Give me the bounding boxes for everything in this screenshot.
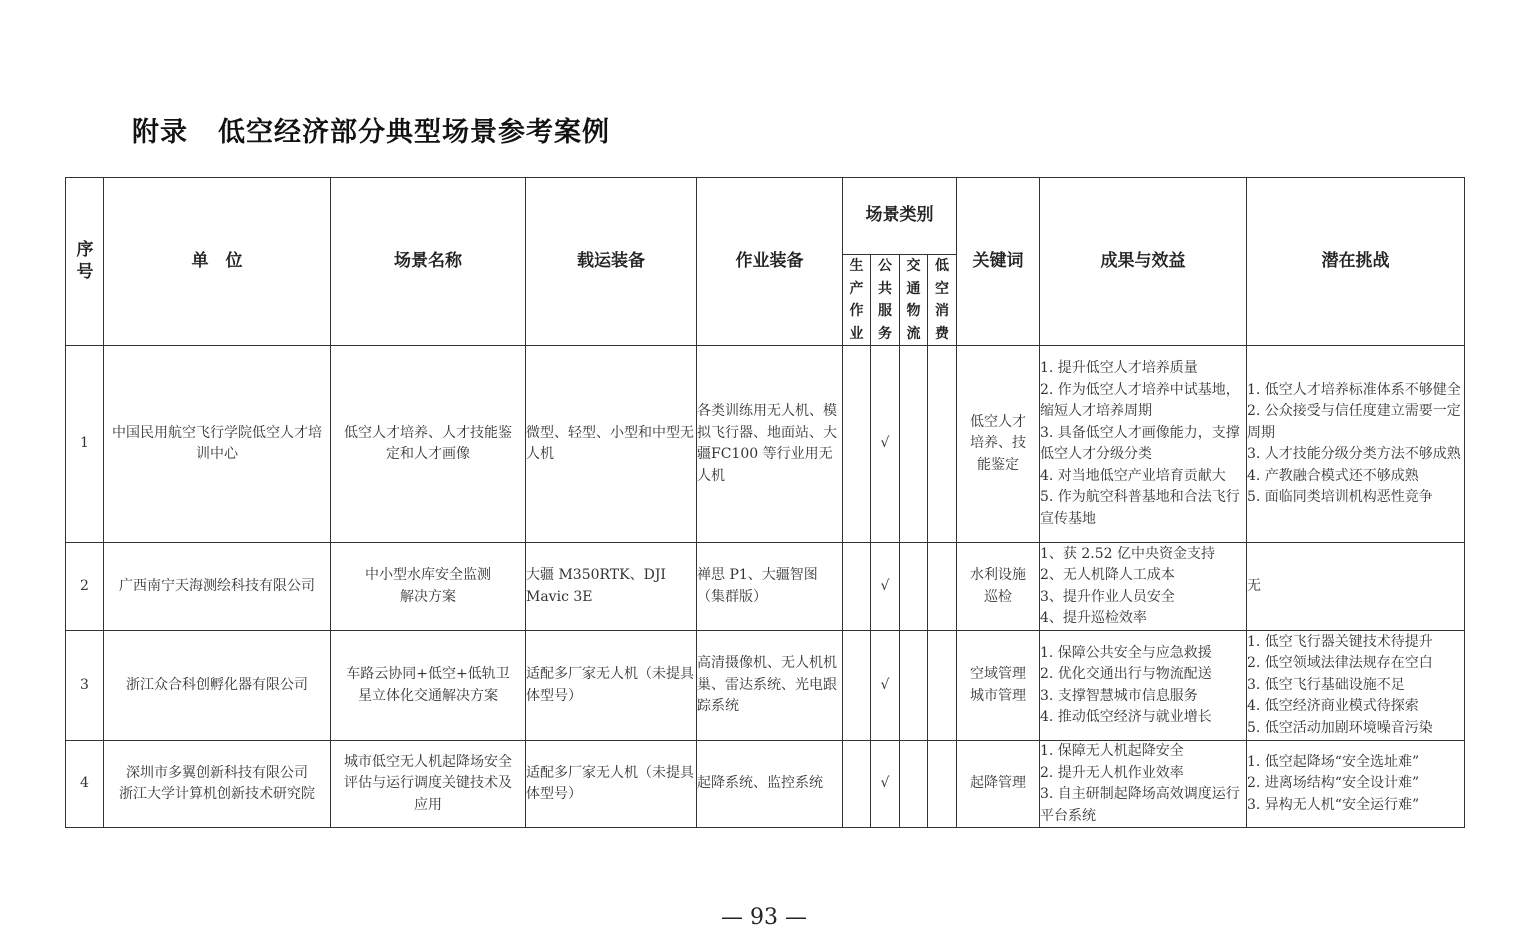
challenge-item: 4. 低空经济商业模式待探索 [1247, 698, 1419, 715]
cell-challenges [1247, 741, 1465, 828]
unit-line: 浙江大学计算机创新技术研究院 [119, 786, 315, 802]
table-row [66, 631, 1465, 741]
result-item: 1. 提升低空人才培养质量 [1040, 360, 1198, 376]
cell-challenges [1247, 346, 1465, 543]
challenge-item: 2. 低空领域法律法规存在空白 [1247, 655, 1433, 672]
cell-cat-consumption [928, 741, 957, 828]
cell-cat-production [843, 346, 871, 543]
cell-scene: 低空人才培养、人才技能鉴定和人才画像 [331, 346, 526, 543]
result-item: 1. 保障无人机起降安全 [1040, 743, 1184, 759]
unit-line: 深圳市多翼创新科技有限公司 [126, 764, 308, 781]
challenge-item: 5. 面临同类培训机构恶性竞争 [1247, 489, 1433, 505]
cell-carrier: 适配多厂家无人机（未提具体型号） [526, 741, 697, 828]
cell-seq: 1 [66, 346, 104, 543]
cell-scene: 中小型水库安全监测解决方案 [331, 543, 526, 631]
page-number: — 93 — [721, 905, 807, 930]
challenge-item: 5. 低空活动加剧环境噪音污染 [1247, 719, 1433, 736]
check-mark-icon: √ [871, 741, 900, 828]
result-item: 2. 作为低空人才培养中试基地，缩短人才培养周期 [1040, 381, 1240, 419]
title-prefix: 附录 [132, 117, 188, 148]
title-text: 低空经济部分典型场景参考案例 [218, 117, 610, 148]
check-mark-icon: √ [871, 631, 900, 741]
cell-scene: 车路云协同+低空+低轨卫星立体化交通解决方案 [331, 631, 526, 741]
cell-cat-logistics [900, 631, 928, 741]
header-carrier: 载运装备 [526, 178, 697, 346]
case-table [65, 177, 1465, 828]
cell-results [1040, 741, 1247, 828]
cell-cat-logistics [900, 543, 928, 631]
check-mark-icon: √ [871, 346, 900, 543]
result-item: 3. 自主研制起降场高效调度运行平台系统 [1040, 786, 1240, 824]
challenge-item: 无 [1247, 577, 1261, 594]
header-category: 场景类别 [843, 178, 957, 255]
result-item: 3、提升作业人员安全 [1040, 588, 1175, 605]
cell-carrier: 适配多厂家无人机（未提具体型号） [526, 631, 697, 741]
cell-cat-logistics [900, 346, 928, 543]
challenge-item: 3. 异构无人机“安全运行难” [1247, 796, 1420, 813]
cell-keywords: 低空人才培养、技能鉴定 [957, 346, 1040, 543]
table-row [66, 543, 1465, 631]
result-item: 2、无人机降人工成本 [1040, 567, 1175, 583]
result-item: 1. 保障公共安全与应急救援 [1040, 644, 1212, 661]
result-item: 2. 提升无人机作业效率 [1040, 764, 1184, 781]
header-cat-consumption: 低空消费 [928, 255, 957, 346]
cell-equipment: 禅思 P1、大疆智图（集群版） [697, 543, 843, 631]
header-keywords: 关键词 [957, 178, 1040, 346]
cell-seq: 2 [66, 543, 104, 631]
cell-unit: 中国民用航空飞行学院低空人才培训中心 [104, 346, 331, 543]
cell-seq: 3 [66, 631, 104, 741]
table-row [66, 346, 1465, 543]
cell-unit [104, 741, 331, 828]
cell-scene: 城市低空无人机起降场安全评估与运行调度关键技术及应用 [331, 741, 526, 828]
table-row [66, 741, 1465, 828]
cell-carrier: 微型、轻型、小型和中型无人机 [526, 346, 697, 543]
cell-challenges [1247, 631, 1465, 741]
cell-cat-consumption [928, 543, 957, 631]
page-title [132, 110, 610, 149]
header-equipment: 作业装备 [697, 178, 843, 346]
result-item: 4、提升巡检效率 [1040, 610, 1147, 626]
header-seq: 序号 [66, 178, 104, 346]
result-item: 4. 对当地低空产业培育贡献大 [1040, 467, 1226, 484]
challenge-item: 3. 人才技能分级分类方法不够成熟 [1247, 446, 1461, 462]
challenge-item: 4. 产教融合模式还不够成熟 [1247, 467, 1419, 484]
cell-equipment: 高清摄像机、无人机机巢、雷达系统、光电跟踪系统 [697, 631, 843, 741]
result-item: 3. 具备低空人才画像能力，支撑低空人才分级分类 [1040, 424, 1240, 462]
challenge-item: 1. 低空起降场“安全选址难” [1247, 753, 1420, 770]
cell-cat-production [843, 543, 871, 631]
header-cat-production: 生产作业 [843, 255, 871, 346]
cell-cat-production [843, 741, 871, 828]
result-item: 1、获 2.52 亿中央资金支持 [1040, 545, 1215, 562]
cell-results [1040, 346, 1247, 543]
cell-equipment: 起降系统、监控系统 [697, 741, 843, 828]
cell-cat-logistics [900, 741, 928, 828]
cell-cat-consumption [928, 346, 957, 543]
cell-keywords: 起降管理 [957, 741, 1040, 828]
cell-equipment: 各类训练用无人机、模拟飞行器、地面站、大疆FC100 等行业用无人机 [697, 346, 843, 543]
cell-keywords: 空域管理城市管理 [957, 631, 1040, 741]
cell-cat-consumption [928, 631, 957, 741]
header-scene: 场景名称 [331, 178, 526, 346]
cell-results [1040, 543, 1247, 631]
cell-unit: 广西南宁天海测绘科技有限公司 [104, 543, 331, 631]
check-mark-icon: √ [871, 543, 900, 631]
cell-challenges [1247, 543, 1465, 631]
header-cat-logistics: 交通物流 [900, 255, 928, 346]
result-item: 3. 支撑智慧城市信息服务 [1040, 687, 1198, 704]
challenge-item: 2. 进离场结构“安全设计难” [1247, 775, 1420, 792]
result-item: 2. 优化交通出行与物流配送 [1040, 666, 1212, 682]
challenge-item: 3. 低空飞行基础设施不足 [1247, 676, 1405, 693]
challenge-item: 2. 公众接受与信任度建立需要一定周期 [1247, 403, 1461, 441]
header-cat-public: 公共服务 [871, 255, 900, 346]
cell-carrier: 大疆 M350RTK、DJI Mavic 3E [526, 543, 697, 631]
header-challenges: 潜在挑战 [1247, 178, 1465, 346]
challenge-item: 1. 低空飞行器关键技术待提升 [1247, 633, 1433, 650]
result-item: 4. 推动低空经济与就业增长 [1040, 709, 1212, 725]
cell-keywords: 水利设施巡检 [957, 543, 1040, 631]
cell-cat-production [843, 631, 871, 741]
cell-seq: 4 [66, 741, 104, 828]
header-results: 成果与效益 [1040, 178, 1247, 346]
cell-unit: 浙江众合科创孵化器有限公司 [104, 631, 331, 741]
header-unit: 单 位 [104, 178, 331, 346]
challenge-item: 1. 低空人才培养标准体系不够健全 [1247, 381, 1461, 398]
cell-results [1040, 631, 1247, 741]
result-item: 5. 作为航空科普基地和合法飞行宣传基地 [1040, 489, 1240, 527]
